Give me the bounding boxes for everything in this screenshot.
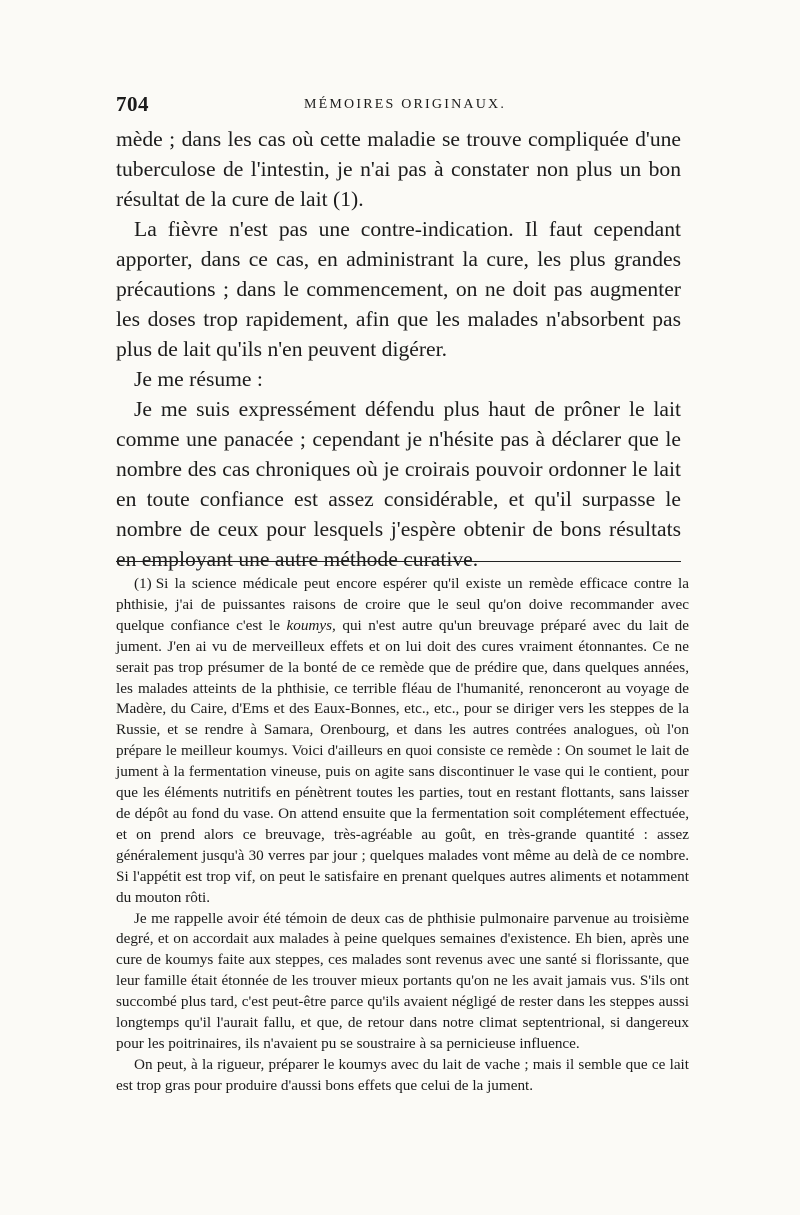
page-number: 704 <box>116 92 149 116</box>
main-text <box>116 124 681 574</box>
footnote-text: Si la science médicale peut encore espérer qu'il existe un remède efficace contre la phthisie, j'ai de puissantes raisons de croire que le seul qu'on doive recommander avec quelque confiance c'est le <box>116 575 689 634</box>
footnote-paragraph: On peut, à la rigueur, préparer le koumys avec du lait de vache ; mais il semble que ce lait est trop gras pour produire d'aussi bons effets que celui de la jument. <box>116 1055 689 1094</box>
paragraph: Je me résume : <box>134 367 263 391</box>
footnote-separator <box>116 561 681 562</box>
footnote-paragraph: Je me rappelle avoir été témoin de deux cas de phthisie pulmonaire parvenue au troisième degré, et on accordait aux malades à peine quelques semaines d'existence. Eh bien, après une cure de koumys faite aux steppes, ces malades sont revenus avec une santé si florissante, que leur famille était étonnée de les trouver mieux portants qu'on ne les avait jamais vus. S'ils ont succombé plus tard, c'est peut-être parce qu'ils avaient négligé de rester dans les steppes aussi longtemps qu'il l'aurait fallu, et que, de retour dans notre climat septentrional, si dangereux pour les poitrinaires, ils n'avaient pu se soustraire à sa pernicieuse influence. <box>116 909 689 1052</box>
footnote-text: qui n'est autre qu'un breuvage préparé avec du lait de jument. J'en ai vu de merveilleux effets et on lui doit des cures vraiment étonnantes. Ce ne serait pas trop présumer de la bonté de ce remède que de prédire que, dans quelques années, les malades atteints de la phthisie, ce terrible fléau de l'humanité, renonceront au voyage de Madère, du Caire, d'Ems et des Eaux-Bonnes, etc., etc., pour se diriger vers les steppes de la Russie, et se rendre à Samara, Orenbourg, et dans les autres contrées analogues, où l'on prépare le meilleur koumys. Voici d'ailleurs en quoi consiste ce remède : On soumet le lait de jument à la fermentation vineuse, puis on agite sans discontinuer le vase qui le contient, pour que les éléments nutritifs en pénètrent toutes les parties, tout en restant flottants, sans laisser de dépôt au fond du vase. On attend ensuite que la fermentation soit complétement effectuée, et on prend alors ce breuvage, très-agréable au goût, en très-grande quantité : assez généralement jusqu'à 30 verres par jour ; quelques malades vont même au delà de ce nombre. Si l'appétit est trop vif, on peut le satisfaire en prenant quelques autres aliments et notamment du mouton rôti. <box>116 616 689 906</box>
footnote-paragraph <box>116 574 689 909</box>
page-header <box>116 92 681 122</box>
paragraph-continuation <box>116 124 681 214</box>
paragraph: Je me suis expressément défendu plus haut de prôner le lait comme une panacée ; cependant je n'hésite pas à déclarer que le nombre des cas chroniques où je croirais pouvoir ordonner le lait en toute confiance est assez considérable, et qu'il surpasse le nombre de ceux pour lesquels j'espère obtenir de bons résultats en employant une autre méthode curative. <box>116 397 681 571</box>
footnote <box>116 574 689 1097</box>
running-title: MÉMOIRES ORIGINAUX. <box>304 97 507 112</box>
footnote-reference: (1). <box>333 187 364 211</box>
paragraph: La fièvre n'est pas une contre-indication. Il faut cependant apporter, dans ce cas, en administrant la cure, les plus grandes précautions ; dans le commencement, on ne doit pas augmenter les doses trop rapidement, afin que les malades n'absorbent pas plus de lait qu'ils n'en peuvent digérer. <box>116 217 681 361</box>
paragraph-text: mède ; dans les cas où cette maladie se trouve compliquée d'une tuberculose de l'intestin, je n'ai pas à constater non plus un bon résultat de la cure de lait <box>116 127 681 211</box>
footnote-marker: (1) <box>134 575 152 592</box>
footnote-italic-term: koumys, <box>286 616 336 634</box>
